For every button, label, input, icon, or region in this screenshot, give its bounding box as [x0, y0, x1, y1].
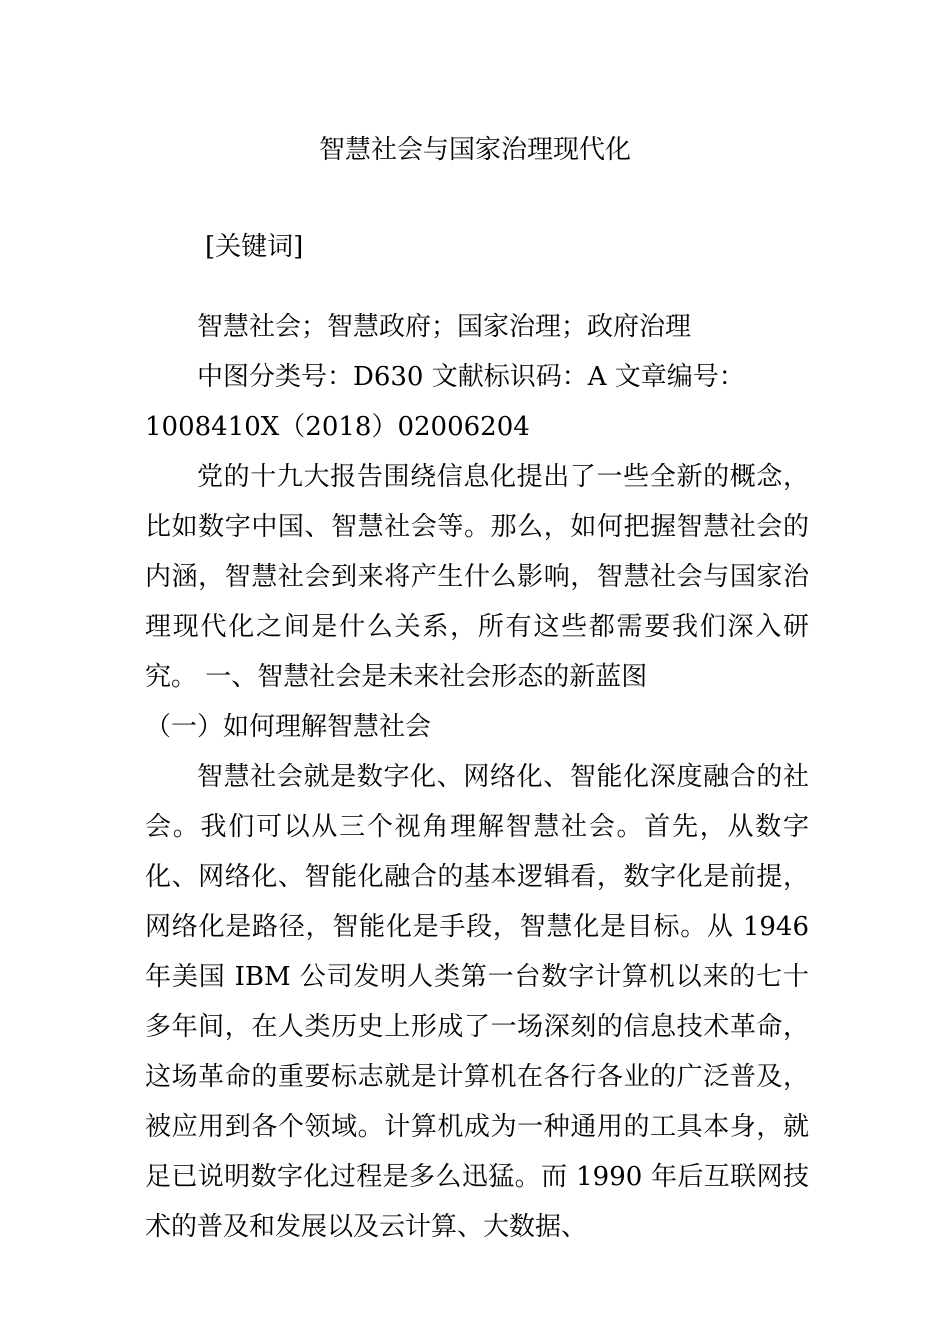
article-number: 1008410X（2018）02006204 [145, 412, 530, 442]
section-subheading: （一）如何理解智慧社会 [145, 712, 432, 742]
intro-paragraph: 党的十九大报告围绕信息化提出了一些全新的概念，比如数字中国、智慧社会等。那么，如何把握智慧社会的内涵，智慧社会到来将产生什么影响，智慧社会与国家治理现代化之间是什么关系，所有这些都需要我们深入研究。 一、智慧社会是未来社会形态的新蓝图 [145, 462, 809, 692]
main-paragraph: 智慧社会就是数字化、网络化、智能化深度融合的社会。我们可以从三个视角理解智慧社会。首先，从数字化、网络化、智能化融合的基本逻辑看，数字化是前提，网络化是路径，智能化是手段，智慧化是目标。从 1946 年美国 IBM 公司发明人类第一台数字计算机以来的七十多年间，在人类历史上形成了一场深刻的信息技术革命，这场革命的重要标志就是计算机在各行各业的广泛普及，被应用到各个领域。计算机成为一种通用的工具本身，就足已说明数字化过程是多么迅猛。而 1990 年后互联网技术的普及和发展以及云计算、大数据、 [145, 762, 809, 1242]
keywords-text: 智慧社会；智慧政府；国家治理；政府治理 [197, 312, 692, 342]
keywords-label: [关键词] [205, 232, 304, 262]
document-title: 智慧社会与国家治理现代化 [318, 135, 631, 165]
classification-line: 中图分类号：D630 文献标识码：A 文章编号： [197, 362, 745, 392]
document-body [145, 302, 809, 1252]
